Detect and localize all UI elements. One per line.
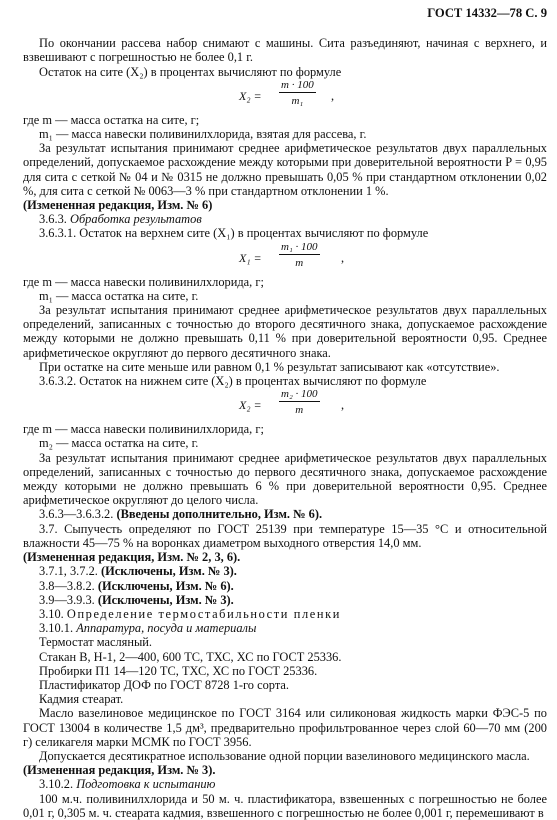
- paragraph: Остаток на сите (X₂) в процентах вычисляют по формуле: [39, 64, 342, 79]
- paragraph: За результат испытания принимают среднее арифметическое результатов двух параллельных определений, допускаемое расхождение между которыми при доверительной вероятности P = 0,95 для сита с сеткой № 04 и № 0315 не должно превышать 0,05 % при стандартном отклонении 0,02 %, для сита с сеткой № 0063—3 % при стандартном отклонении 1 %.: [23, 141, 547, 198]
- paragraph: 3.6.3.2. Остаток на нижнем сите (X₂) в процентах вычисляют по формуле: [39, 374, 427, 389]
- paragraph: При остатке на сите меньше или равном 0,1 % результат записывают как «отсутствие».: [39, 359, 500, 374]
- formula-denominator: m: [295, 256, 304, 269]
- formula-tail: ,: [341, 250, 345, 265]
- amendment-note: (Исключены, Изм. № 3).: [100, 564, 237, 579]
- material-item: Стакан В, Н-1, 2—400, 600 ТС, ТХС, ХС по ГОСТ 25336.: [39, 649, 342, 664]
- fraction-bar: [279, 401, 320, 402]
- amendment-note: (Введены дополнительно, Изм. № 6).: [116, 507, 323, 522]
- formula-x1: [23, 241, 547, 275]
- amendment-line: [23, 593, 547, 607]
- formula-numerator: m₂ · 100: [281, 388, 318, 401]
- section-number: 3.6.3.: [39, 212, 67, 227]
- amendment-note: (Исключены, Изм. № 3).: [97, 592, 234, 607]
- section-heading: [23, 621, 547, 635]
- material-item: Пластификатор ДОФ по ГОСТ 8728 1-го сорта.: [39, 677, 289, 692]
- fraction-bar: [279, 92, 316, 93]
- formula-numerator: m₁ · 100: [281, 240, 318, 253]
- material-item: Термостат масляный.: [39, 635, 153, 650]
- section-number: 3.9—3.9.3.: [39, 592, 95, 607]
- paragraph: За результат испытания принимают среднее арифметическое результатов двух параллельных определений, записанных с точностью до второго десятичного знака, допускаемое расхождение между которыми не должно превышать 0,11 % при доверительной вероятности 0,95. Среднее арифметическое округляют до первого десятичного знака.: [23, 303, 547, 360]
- formula-x2-bottom: [23, 388, 547, 422]
- paragraph: 100 м.ч. поливинилхлорида и 50 м. ч. пластификатора, взвешенных с погрешностью не более 0,01 г, 0,305 м. ч. стеарата кадмия, взвешенного с погрешностью не более 0,001 г, перемешивают в: [23, 791, 547, 820]
- amendment-line: [23, 579, 547, 593]
- formula-lhs: X₂ =: [239, 398, 262, 413]
- paragraph: 3.7. Сыпучесть определяют по ГОСТ 25139 при температуре 15—35 °С и относительной влажности 45—75 % на воронках диаметром выходного отверстия 14,0 мм.: [23, 521, 547, 550]
- edition-note: (Измененная редакция, Изм. № 6): [23, 198, 213, 213]
- section-number: 3.6.3—3.6.3.2.: [39, 507, 114, 522]
- formula-fraction: [279, 241, 320, 269]
- formula-denominator: m: [295, 404, 304, 417]
- material-item: Масло вазелиновое медицинское по ГОСТ 3164 или силиконовая жидкость марки ФЭС-5 по ГОСТ 13004 в количестве 1,5 дм³, предварительно профильтрованное через слой 60—70 мм (200 г) селикагеля марки МСМК по ГОСТ 3956.: [23, 706, 547, 749]
- formula-lhs: X₂ =: [239, 88, 262, 103]
- paragraph: По окончании рассева набор снимают с машины. Сита разъединяют, начиная с верхнего, и взвешивают с погрешностью не более 0,1 г.: [23, 36, 547, 65]
- fraction-bar: [279, 254, 320, 255]
- section-title: Определение термостабильности пленки: [66, 606, 341, 621]
- formula-fraction: [279, 79, 316, 107]
- section-number: 3.7.1, 3.7.2.: [39, 564, 98, 579]
- edition-note: (Измененная редакция, Изм. № 3).: [23, 763, 216, 778]
- paragraph: За результат испытания принимают среднее арифметическое результатов двух параллельных определений, записанных с точностью до первого десятичного знака, допускаемое расхождение между которыми не должно превышать 6 % при доверительной вероятности 0,95. Среднее арифметическое округляют до целого числа.: [23, 450, 547, 508]
- section-heading: [23, 777, 547, 791]
- section-number: 3.8—3.8.2.: [39, 578, 95, 593]
- edition-note: (Измененная редакция, Изм. № 2, 3, 6).: [23, 550, 241, 565]
- definition: где m — масса навески поливинилхлорида, г;: [23, 274, 264, 289]
- formula-lhs: X₁ =: [239, 250, 262, 265]
- material-item: Кадмия стеарат.: [39, 692, 124, 707]
- section-heading: [23, 212, 547, 226]
- section-number: 3.10.1.: [39, 621, 74, 636]
- formula-tail: ,: [341, 398, 345, 413]
- formula-fraction: [279, 388, 320, 416]
- section-number: 3.10.: [39, 606, 64, 621]
- section-heading: [23, 607, 547, 621]
- definition: m₂ — масса остатка на сите, г.: [39, 436, 199, 451]
- formula-x2-top: [23, 79, 547, 113]
- definition: m₁ — масса остатка на сите, г.: [39, 288, 199, 303]
- formula-numerator: m · 100: [281, 78, 314, 91]
- formula-tail: ,: [331, 88, 335, 103]
- definition: где m — масса навески поливинилхлорида, г;: [23, 422, 264, 437]
- paragraph: 3.6.3.1. Остаток на верхнем сите (X₁) в процентах вычисляют по формуле: [39, 226, 429, 241]
- definition: где m — масса остатка на сите, г;: [23, 112, 200, 127]
- page-header: ГОСТ 14332—78 С. 9: [427, 6, 547, 20]
- amendment-line: [23, 507, 547, 521]
- section-title: Аппаратура, посуда и материалы: [76, 621, 257, 636]
- section-number: 3.10.2.: [39, 777, 74, 792]
- formula-denominator: m₁: [291, 94, 304, 107]
- material-item: Пробирки П1 14—120 ТС, ТХС, ХС по ГОСТ 25336.: [39, 663, 318, 678]
- definition: m₁ — масса навески поливинилхлорида, взятая для рассева, г.: [39, 127, 367, 142]
- paragraph: Допускается десятикратное использование одной порции вазелинового медицинского масла.: [39, 748, 530, 763]
- amendment-line: [23, 564, 547, 578]
- section-title: Обработка результатов: [70, 212, 202, 227]
- section-title: Подготовка к испытанию: [76, 777, 216, 792]
- amendment-note: (Исключены, Изм. № 6).: [97, 578, 234, 593]
